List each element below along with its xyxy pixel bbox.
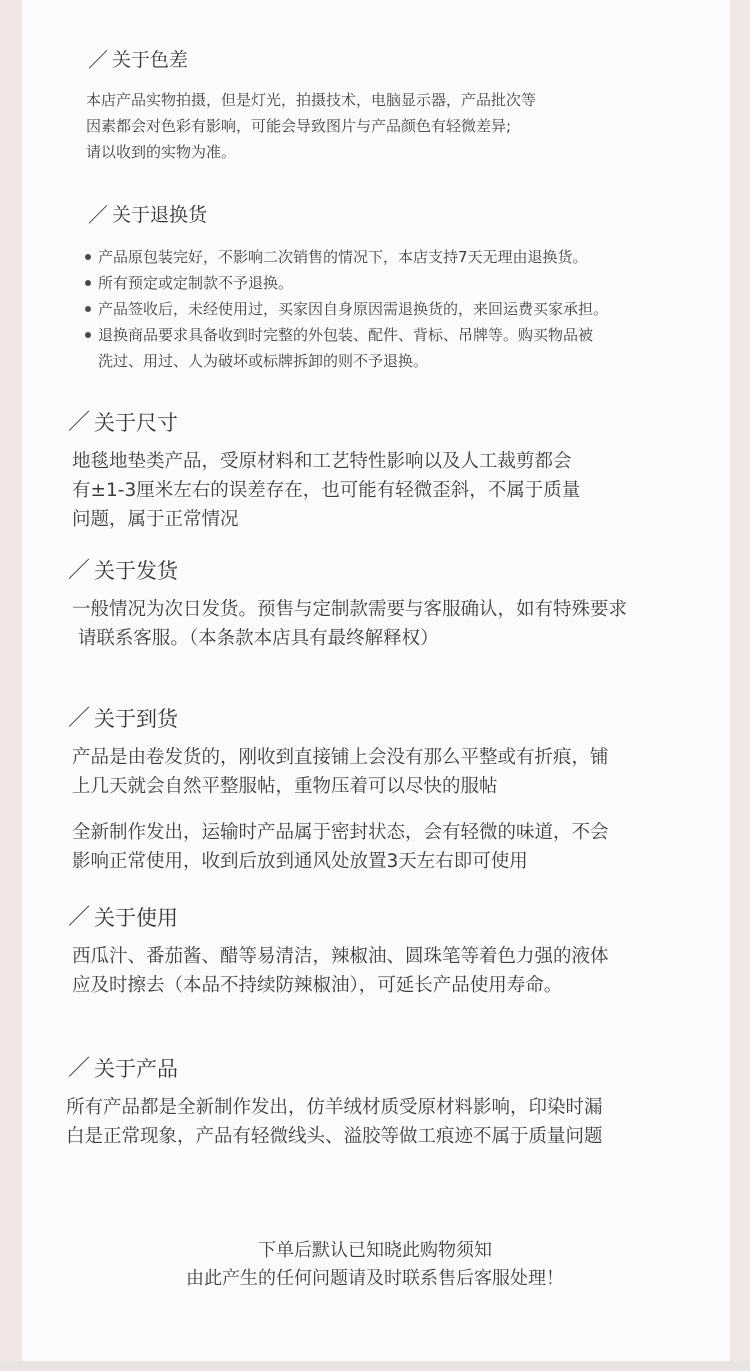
slash-mark-icon: ／: [88, 48, 108, 72]
section-heading: [68, 706, 728, 732]
list-item: 退换商品要求具备收到时完整的外包装、配件、背标、吊牌等。购买物品被: [84, 322, 728, 348]
section-title: 关于色差: [112, 49, 189, 71]
section-title: 关于退换货: [112, 204, 208, 226]
section-title: 关于产品: [94, 1057, 178, 1081]
list-item: 产品原包装完好，不影响二次销售的情况下，本店支持7天无理由退换货。: [84, 244, 728, 270]
text-line: 应及时擦去（本品不持续防辣椒油），可延长产品使用寿命。: [72, 975, 563, 996]
section-title: 关于使用: [94, 906, 178, 930]
text-line: 本店产品实物拍摄，但是灯光，拍摄技术，电脑显示器，产品批次等: [86, 91, 537, 109]
section-heading: [88, 48, 728, 72]
section-heading: [68, 558, 728, 584]
section-usage: [68, 905, 728, 1000]
section-size: [68, 410, 728, 534]
text-line: 上几天就会自然平整服帖，重物压着可以尽快的服帖: [72, 776, 498, 797]
text-line: 因素都会对色彩有影响，可能会导致图片与产品颜色有轻微差异;: [86, 117, 512, 135]
text-line: 洗过、用过、人为破坏或标牌拆卸的则不予退换。: [98, 352, 429, 370]
list-item: 产品签收后，未经使用过，买家因自身原因需退换货的，来回运费买家承担。: [84, 296, 728, 322]
section-returns: [88, 203, 728, 374]
text-line: 请以收到的实物为准。: [86, 143, 237, 161]
footer-line: 由此产生的任何问题请及时联系售后客服处理！: [186, 1268, 564, 1289]
slash-mark-icon: ／: [68, 905, 91, 930]
text-line: 全新制作发出，运输时产品属于密封状态，会有轻微的味道，不会: [72, 822, 609, 843]
footer-line: 下单后默认已知晓此购物须知: [258, 1240, 492, 1261]
section-shipping: [68, 558, 728, 653]
text-line: 产品是由卷发货的，刚收到直接铺上会没有那么平整或有折痕，铺: [72, 747, 609, 768]
text-line: 地毯地垫类产品，受原材料和工艺特性影响以及人工裁剪都会: [72, 451, 572, 472]
text-line: 有±1-3厘米左右的误差存在，也可能有轻微歪斜，不属于质量: [72, 480, 581, 501]
slash-mark-icon: ／: [68, 1056, 91, 1081]
text-line: 影响正常使用，收到后放到通风处放置3天左右即可使用: [72, 851, 528, 872]
slash-mark-icon: ／: [68, 558, 91, 583]
text-line: 问题，属于正常情况: [72, 509, 239, 530]
section-heading: [68, 1056, 728, 1082]
text-line: 西瓜汁、番茄酱、醋等易清洁，辣椒油、圆珠笔等着色力强的液体: [72, 946, 609, 967]
text-line: 白是正常现象，产品有轻微线头、溢胶等做工痕迹不属于质量问题: [66, 1126, 603, 1147]
footer-notice: [0, 1237, 750, 1293]
bottom-divider: [0, 1361, 750, 1371]
text-line: 一般情况为次日发货。预售与定制款需要与客服确认，如有特殊要求: [72, 599, 628, 620]
section-heading: [88, 203, 728, 227]
slash-mark-icon: ／: [68, 410, 91, 435]
section-product: [68, 1056, 728, 1151]
returns-list: [84, 244, 728, 348]
section-arrival: [68, 706, 728, 876]
section-heading: [68, 905, 728, 931]
section-heading: [68, 410, 728, 436]
section-title: 关于发货: [94, 559, 178, 583]
section-title: 关于到货: [94, 707, 178, 731]
section-title: 关于尺寸: [94, 411, 178, 435]
section-color-difference: [88, 48, 728, 165]
text-line: 所有产品都是全新制作发出，仿羊绒材质受原材料影响，印染时漏: [66, 1097, 603, 1118]
text-line: 请联系客服。（本条款本店具有最终解释权）: [72, 628, 439, 649]
slash-mark-icon: ／: [88, 203, 108, 227]
list-item: 所有预定或定制款不予退换。: [84, 270, 728, 296]
slash-mark-icon: ／: [68, 706, 91, 731]
